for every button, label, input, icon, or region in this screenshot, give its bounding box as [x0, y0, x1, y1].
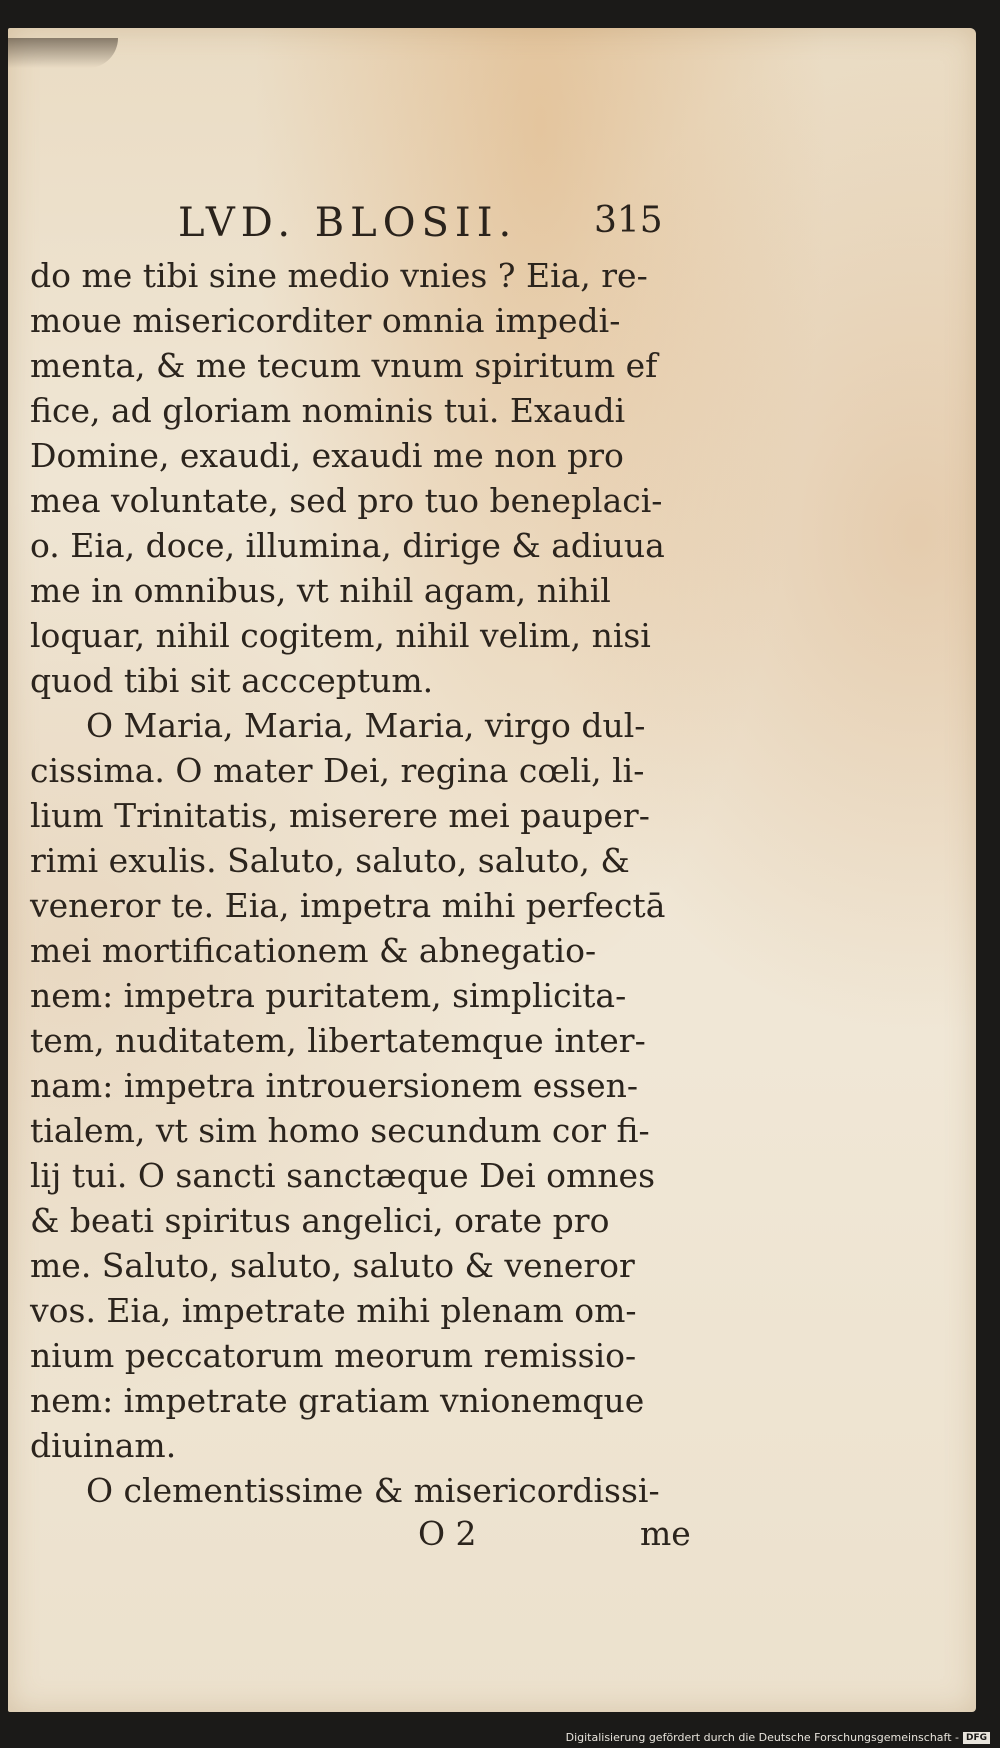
text-line: lij tui. O sancti sanctæque Dei omnes [30, 1156, 656, 1195]
text-line: rimi exulis. Saluto, saluto, saluto, & [30, 841, 630, 880]
text-line: nium peccatorum meorum remissio- [30, 1336, 637, 1375]
text-line: moue misericorditer omnia impedi- [30, 301, 621, 340]
text-line: & beati spiritus angelici, orate pro [30, 1201, 610, 1240]
text-line: lium Trinitatis, miserere mei pauper- [30, 796, 650, 835]
text-line: veneror te. Eia, impetra mihi perfectā [30, 886, 666, 925]
text-line: me in omnibus, vt nihil agam, nihil [30, 571, 611, 610]
catchword: me [640, 1514, 691, 1553]
page-footer [8, 1514, 976, 1564]
paragraph-start-line: O Maria, Maria, Maria, virgo dul- [86, 706, 646, 745]
text-line: fice, ad gloriam nominis tui. Exaudi [30, 391, 626, 430]
text-line: do me tibi sine medio vnies ? Eia, re- [30, 256, 648, 295]
page-shadow [8, 38, 118, 68]
dfg-logo-icon: DFG [963, 1732, 990, 1744]
text-line: me. Saluto, saluto, saluto & veneror [30, 1246, 635, 1285]
text-line: o. Eia, doce, illumina, dirige & adiuua [30, 526, 665, 565]
running-head [8, 200, 976, 250]
text-line: nem: impetra puritatem, simplicita- [30, 976, 627, 1015]
page-number: 315 [594, 200, 663, 241]
text-line: menta, & me tecum vnum spiritum ef [30, 346, 658, 385]
text-line: mea voluntate, sed pro tuo beneplaci- [30, 481, 663, 520]
text-line: tialem, vt sim homo secundum cor fi- [30, 1111, 650, 1150]
book-page [8, 28, 976, 1712]
body-text [30, 253, 700, 1513]
text-line: Domine, exaudi, exaudi me non pro [30, 436, 624, 475]
digitization-credit [566, 1731, 990, 1744]
signature-mark: O 2 [418, 1514, 477, 1553]
text-line: nam: impetra introuersionem essen- [30, 1066, 639, 1105]
text-line: vos. Eia, impetrate mihi plenam om- [30, 1291, 637, 1330]
text-line: nem: impetrate gratiam vnionemque [30, 1381, 645, 1420]
text-line: tem, nuditatem, libertatemque inter- [30, 1021, 646, 1060]
text-line: quod tibi sit accceptum. [30, 661, 434, 700]
text-line: diuinam. [30, 1426, 177, 1465]
credit-text: Digitalisierung gefördert durch die Deutsche Forschungsgemeinschaft - [565, 1731, 959, 1744]
text-line: cissima. O mater Dei, regina cœli, li- [30, 751, 645, 790]
text-line: mei mortificationem & abnegatio- [30, 931, 597, 970]
paragraph-start-line: O clementissime & misericordissi- [86, 1471, 660, 1510]
text-line: loquar, nihil cogitem, nihil velim, nisi [30, 616, 651, 655]
running-head-title: LVD. BLOSII. [178, 200, 518, 246]
